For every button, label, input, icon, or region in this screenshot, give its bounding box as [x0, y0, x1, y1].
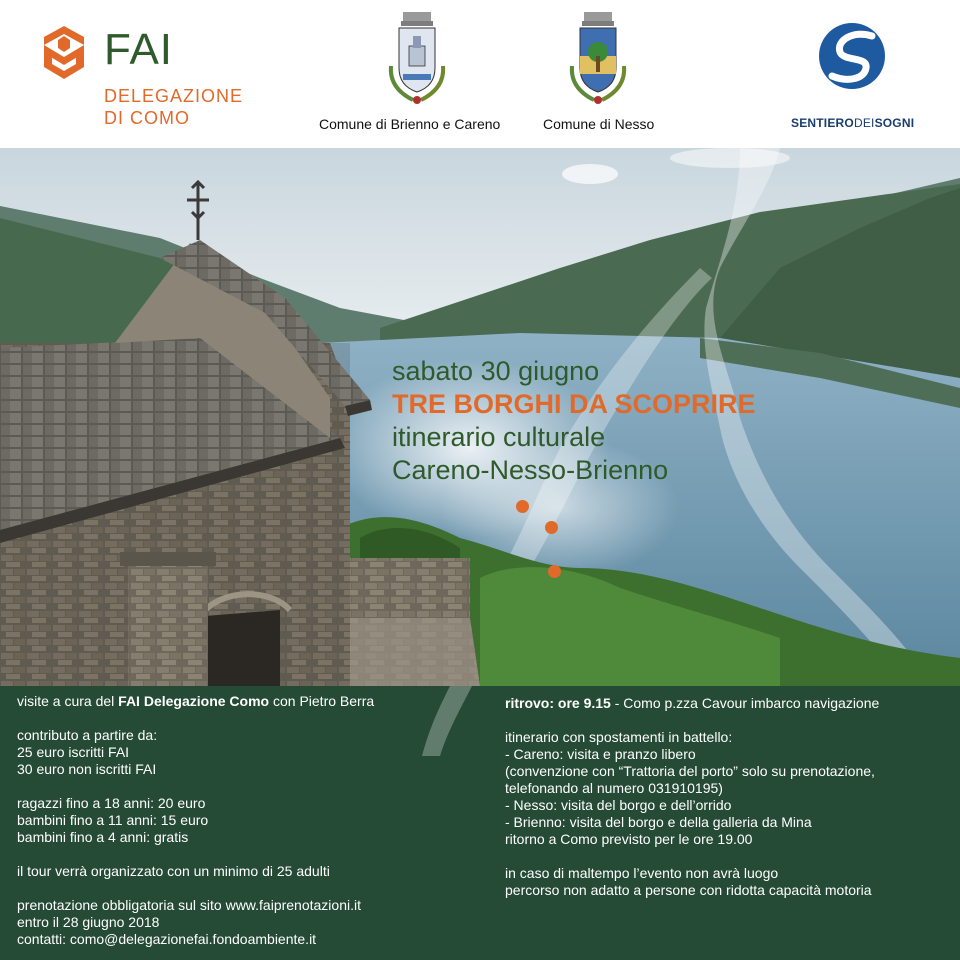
sentiero-part1: SENTIERO [791, 116, 854, 130]
lake-photo [0, 148, 960, 686]
event-date: sabato 30 giugno [392, 356, 600, 386]
info-left-column [17, 693, 374, 948]
event-route: Careno-Nesso-Brienno [392, 455, 669, 485]
sentiero-part2: DEI [853, 116, 875, 130]
itinerary-careno-note-2: telefonando al numero 031910195) [505, 780, 723, 796]
weather-notice: in caso di maltempo l’evento non avrà luogo [505, 865, 779, 881]
accessibility-notice: percorso non adatto a persone con ridotta capacità motoria [505, 882, 872, 898]
itinerary-step-careno: - Careno: visita e pranzo libero [505, 746, 696, 762]
event-subtitle: itinerario culturale [392, 422, 606, 452]
nesso-crest-label: Comune di Nesso [543, 116, 655, 132]
fai-logo-icon [40, 24, 88, 80]
header [0, 0, 960, 148]
itinerary-step-nesso: - Nesso: visita del borgo e dell’orrido [505, 797, 732, 813]
price-under-18: ragazzi fino a 18 anni: 20 euro [17, 795, 206, 811]
sentiero-dei-sogni-label [791, 116, 914, 130]
itinerary-title: itinerario con spostamenti in battello: [505, 729, 733, 745]
map-marker-brienno [548, 565, 561, 578]
info-panel [0, 686, 960, 960]
price-under-4: bambini fino a 4 anni: gratis [17, 829, 189, 845]
organizer-name: FAI Delegazione Como [118, 693, 270, 709]
map-marker-nesso [545, 521, 558, 534]
fai-delegation [104, 86, 243, 130]
booking-deadline: entro il 28 giugno 2018 [17, 914, 160, 930]
price-under-11: bambini fino a 11 anni: 15 euro [17, 812, 209, 828]
fai-title: FAI [104, 25, 174, 74]
sentiero-part3: SOGNI [874, 116, 915, 130]
organizer-prefix: visite a cura del [17, 693, 119, 709]
contribution-members: 25 euro iscritti FAI [17, 744, 130, 760]
contribution-title: contributo a partire da: [17, 727, 158, 743]
minimum-participants: il tour verrà organizzato con un minimo di 25 adulti [17, 863, 330, 879]
brienno-crest-icon [381, 12, 453, 110]
meeting-time: ritrovo: ore 9.15 [505, 695, 611, 711]
event-title: TRE BORGHI DA SCOPRIRE [392, 389, 756, 419]
map-marker-careno [516, 500, 529, 513]
info-right-column [505, 695, 879, 899]
nesso-crest-icon [562, 12, 634, 110]
contribution-non-members: 30 euro non iscritti FAI [17, 761, 157, 777]
sentiero-dei-sogni-logo-icon [818, 22, 886, 90]
headline [392, 355, 756, 487]
lake-shape-overlay [410, 686, 490, 756]
return-time: ritorno a Como previsto per le ore 19.00 [505, 831, 753, 847]
itinerary-careno-note-1: (convenzione con “Trattoria del porto” solo su prenotazione, [505, 763, 875, 779]
brienno-crest-label: Comune di Brienno e Careno [319, 116, 501, 132]
contact-email: contatti: como@delegazionefai.fondoambiente.it [17, 931, 317, 947]
fai-delegation-line1: DELEGAZIONE [104, 86, 244, 106]
meeting-point [505, 695, 879, 712]
itinerary-step-brienno: - Brienno: visita del borgo e della galleria da Mina [505, 814, 812, 830]
organizer-suffix: con Pietro Berra [269, 693, 375, 709]
fai-delegation-line2: DI COMO [104, 108, 190, 128]
meeting-place: - Como p.zza Cavour imbarco navigazione [610, 695, 880, 711]
organizer-line [17, 693, 374, 710]
booking-website: prenotazione obbligatoria sul sito www.faiprenotazioni.it [17, 897, 361, 913]
